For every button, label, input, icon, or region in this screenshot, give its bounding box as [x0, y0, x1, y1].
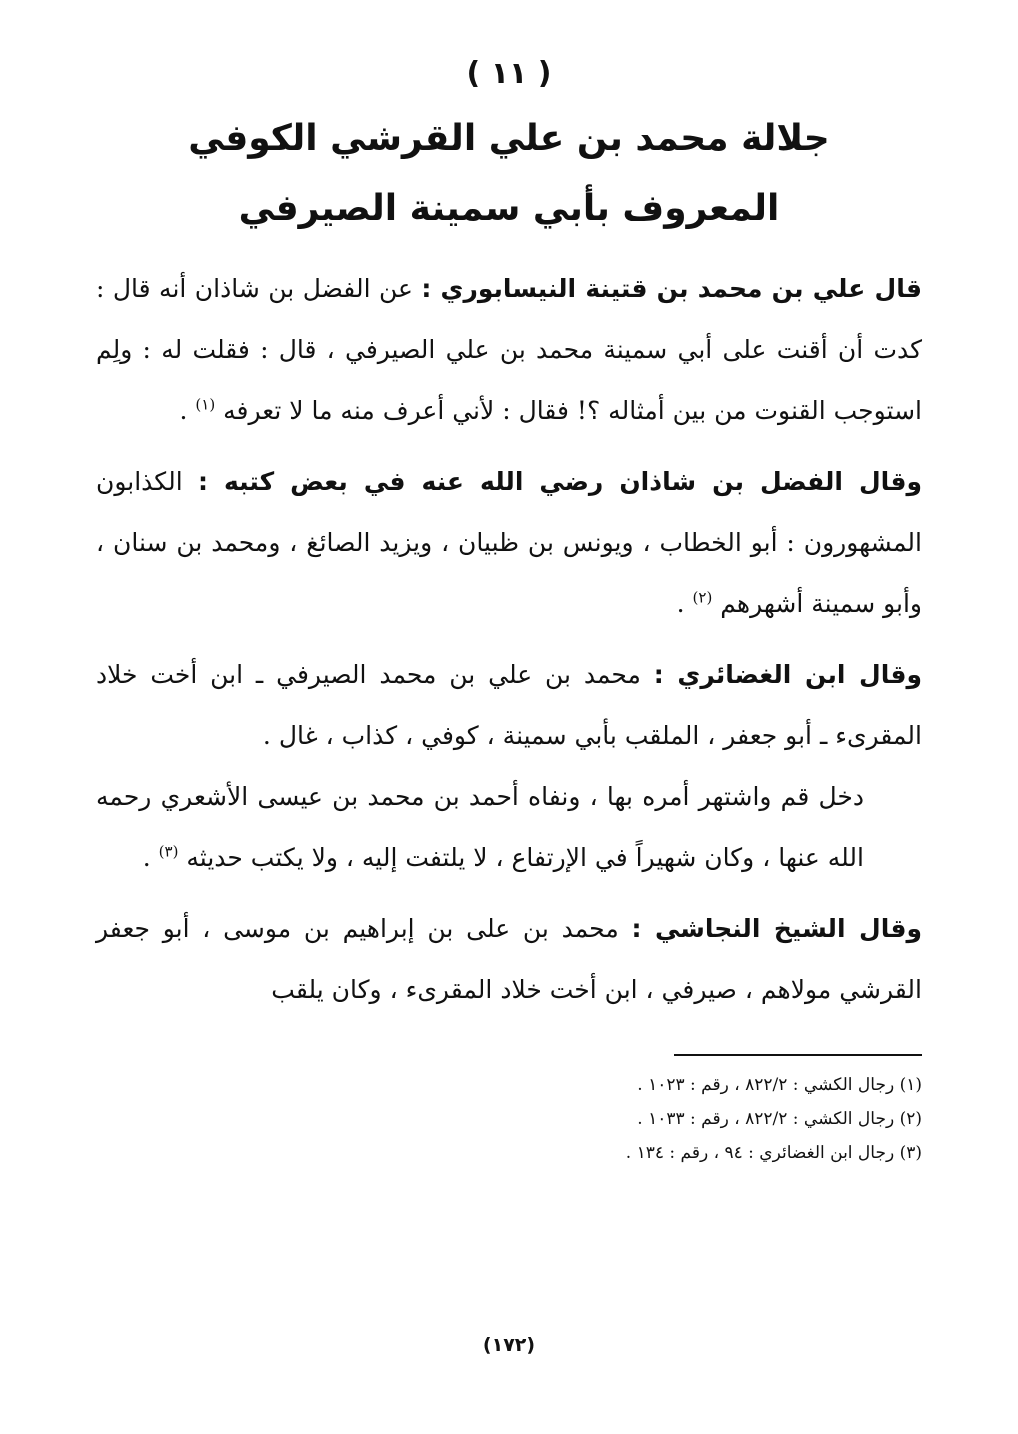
body-text	[96, 258, 922, 1020]
paragraph-lead: قال علي بن محمد بن قتينة النيسابوري :	[421, 274, 922, 303]
page-number: (١٧٢)	[482, 1334, 536, 1356]
paragraph-end: .	[179, 396, 196, 425]
paragraph-end: .	[142, 843, 159, 872]
paragraph-lead: وقال ابن الغضائري :	[653, 660, 922, 689]
paragraph-text: عن الفضل بن شاذان أنه قال : كدت أن أقنت على أبي سمينة محمد بن علي الصيرفي ، قال : فقلت له : ولِم استوجب القنوت من بين أمثاله ؟! فقال : لأني أعرف منه ما لا تعرفه	[96, 274, 922, 425]
footnote-ref: (١)	[195, 395, 216, 414]
footnote-divider	[674, 1054, 922, 1056]
footnotes	[96, 1068, 922, 1170]
footnote-2: (٢) رجال الكشي : ٨٢٢/٢ ، رقم : ١٠٣٣ .	[637, 1109, 922, 1129]
chapter-subtitle: المعروف بأبي سمينة الصيرفي	[238, 188, 780, 229]
paragraph-qutayba	[96, 258, 922, 441]
paragraph-text: الكذابون المشهورون : أبو الخطاب ، ويونس بن ظبيان ، ويزيد الصائغ ، ومحمد بن سنان ، وأبو سمينة أشهرهم	[96, 467, 922, 618]
paragraph-text: محمد بن علي بن محمد الصيرفي ـ ابن أخت خلاد المقرىء ـ أبو جعفر ، الملقب بأبي سمينة ، كوفي ، كذاب ، غال .	[96, 660, 922, 750]
paragraph-fadl	[96, 451, 922, 634]
paragraph-qum	[96, 766, 922, 888]
footnote-ref: (٢)	[692, 588, 713, 607]
paragraph-najashi	[96, 898, 922, 1020]
paragraph-text: محمد بن على بن إبراهيم بن موسى ، أبو جعفر القرشي مولاهم ، صيرفي ، ابن أخت خلاد المقرىء ، وكان يلقب	[96, 914, 922, 1004]
book-page	[96, 52, 922, 1392]
section-number: ( ١١ )	[466, 56, 552, 91]
paragraph-lead: وقال الفضل بن شاذان رضي الله عنه في بعض كتبه :	[197, 467, 922, 496]
paragraph-end: .	[676, 589, 693, 618]
paragraph-ghadairi	[96, 644, 922, 766]
paragraph-text: دخل قم واشتهر أمره بها ، ونفاه أحمد بن محمد بن عيسى الأشعري رحمه الله عنها ، وكان شهيراً في الإرتفاع ، لا يلتفت إليه ، ولا يكتب حديثه	[96, 782, 864, 872]
footnote-ref: (٣)	[158, 842, 179, 861]
paragraph-lead: وقال الشيخ النجاشي :	[631, 914, 922, 943]
footnote-1: (١) رجال الكشي : ٨٢٢/٢ ، رقم : ١٠٢٣ .	[637, 1075, 922, 1095]
footnote-3: (٣) رجال ابن الغضائري : ٩٤ ، رقم : ١٣٤ .	[625, 1143, 922, 1163]
chapter-title: جلالة محمد بن علي القرشي الكوفي	[188, 118, 830, 159]
